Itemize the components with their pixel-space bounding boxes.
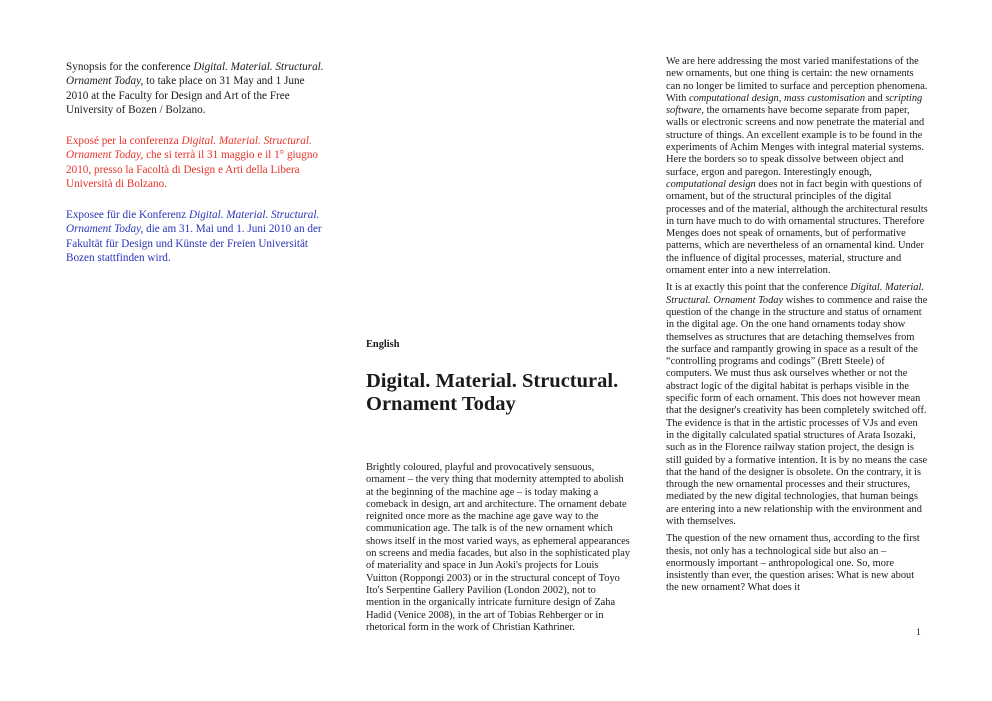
p1-italic-1: computational design: [688, 92, 779, 104]
p1-text-b: ,: [778, 92, 784, 104]
body-paragraph-1: [666, 56, 928, 277]
synopsis-italian-title: Digital. Material. Structural. Ornament Today,: [66, 135, 312, 162]
page-number: 1: [916, 627, 921, 638]
body-paragraph-2: [666, 282, 928, 528]
synopsis-german: [66, 208, 328, 266]
synopsis-italian-before: Exposé per la conferenza: [66, 135, 182, 147]
synopsis-english-after: to take place on 31 May and 1 June 2010 at the Faculty for Design and Art of the Free University of Bozen / Bolzano.: [66, 75, 305, 117]
p2-italic-1: Digital. Material. Structural. Ornament Today: [666, 282, 924, 306]
p2-text-b: wishes to commence and raise the question of the change in the structure and status of ornament in the digital age. On the one hand ornaments today show themselves as structures that are detaching themselves from the surface and rampantly growing in space as a result of the “controlling programs and codings” (Brett Steele) of computers. We must thus ask ourselves whether or not the abstract logic of the digital habitat is perhaps visible in the specific form of each ornament. This does not however mean that the designer's creativity has been completely switched off. The evidence is that in the artistic processes of VJs and even in the digitally calculated spatial structures of Arata Isozaki, such as in the Florence railway station project, the design is still guided by a formative intention. It is by no means the case that the hand of the designer is obsolete. On the contrary, it is through the new ornamental processes and their structures, mediated by the new digital technologies, that human beings are entering into a new relationship with the environment and with themselves.: [666, 294, 928, 527]
synopsis-german-after: die am 31. Mai und 1. Juni 2010 an der Fakultät für Design und Künste der Freien Universität Bozen stattfinden wird.: [66, 223, 322, 265]
p1-text-e: does not in fact begin with questions of ornament, but of the structural principles of the digital processes and of the material, although the architectural results in turn have much to do with ornamental structures. Therefore Menges does not speak of ornaments, but of performative patterns, which are nevertheless of an ornamental kind. Under the influence of digital processes, material, structure and ornament enter into a new interrelation.: [666, 178, 928, 277]
p1-text-d: , the ornaments have become separate from paper, walls or electronic screens and now penetrate the material and structure of things. An excellent example is to be found in the experiments of Achim Menges with integral material systems. Here the borders so to speak dissolve between object and surface, ergon and paregon. Interestingly enough,: [666, 105, 925, 178]
article-title: Digital. Material. Structural. Ornament Today: [366, 370, 619, 415]
p1-italic-2: mass customisation: [783, 92, 866, 104]
synopsis-english: [66, 60, 328, 118]
synopsis-german-title: Digital. Material. Structural. Ornament Today,: [66, 209, 320, 236]
body-paragraph-3: The question of the new ornament thus, according to the first thesis, not only has a technological side but also an – enormously important – anthropological one. So, more insistently than ever, the question arises: What is new about the new ornament? What does it: [666, 533, 920, 594]
article-intro: Brightly coloured, playful and provocatively sensuous, ornament – the very thing that modernity attempted to abolish at the beginning of the machine age – is today making a comeback in design, art and architecture. The ornament debate reignited once more as the machine age gave way to the communication age. The talk is of the new ornament which shows itself in the most varied ways, as ephemeral appearances on screens and media facades, but also in the sophisticated play of materiality and space in Jun Aoki's projects for Louis Vuitton (Roppongi 2003) or in the structural concept of Toyo Ito's Serpentine Gallery Pavilion (London 2002), not to mention in the organically intricate furniture design of Zaha Hadid (Venice 2008), in the art of Tobias Rehberger or in rhetorical form in the work of Christian Kathriner.: [366, 462, 631, 633]
synopsis-italian-after: che si terrà il 31 maggio e il 1° giugno 2010, presso la Facoltà di Design e Arti della Libera Università di Bolzano.: [66, 149, 319, 191]
synopsis-english-before: Synopsis for the conference: [66, 61, 194, 73]
article-body-column: [666, 56, 928, 600]
p1-italic-3: scripting software: [666, 92, 923, 117]
p2-text-a: It is at exactly this point that the conference: [666, 282, 851, 294]
p1-text-c: and: [865, 92, 886, 104]
synopsis-italian: [66, 134, 328, 192]
synopsis-english-title: Digital. Material. Structural. Ornament Today,: [66, 61, 324, 88]
p1-italic-4: computational design: [666, 178, 756, 190]
synopsis-german-before: Exposee für die Konferenz: [66, 209, 190, 221]
p1-text-a: We are here addressing the most varied manifestations of the new ornaments, but one thing is certain: the new ornaments can no longer be limited to surface and perception phenomena. With: [666, 56, 928, 104]
language-label: English: [366, 339, 400, 350]
